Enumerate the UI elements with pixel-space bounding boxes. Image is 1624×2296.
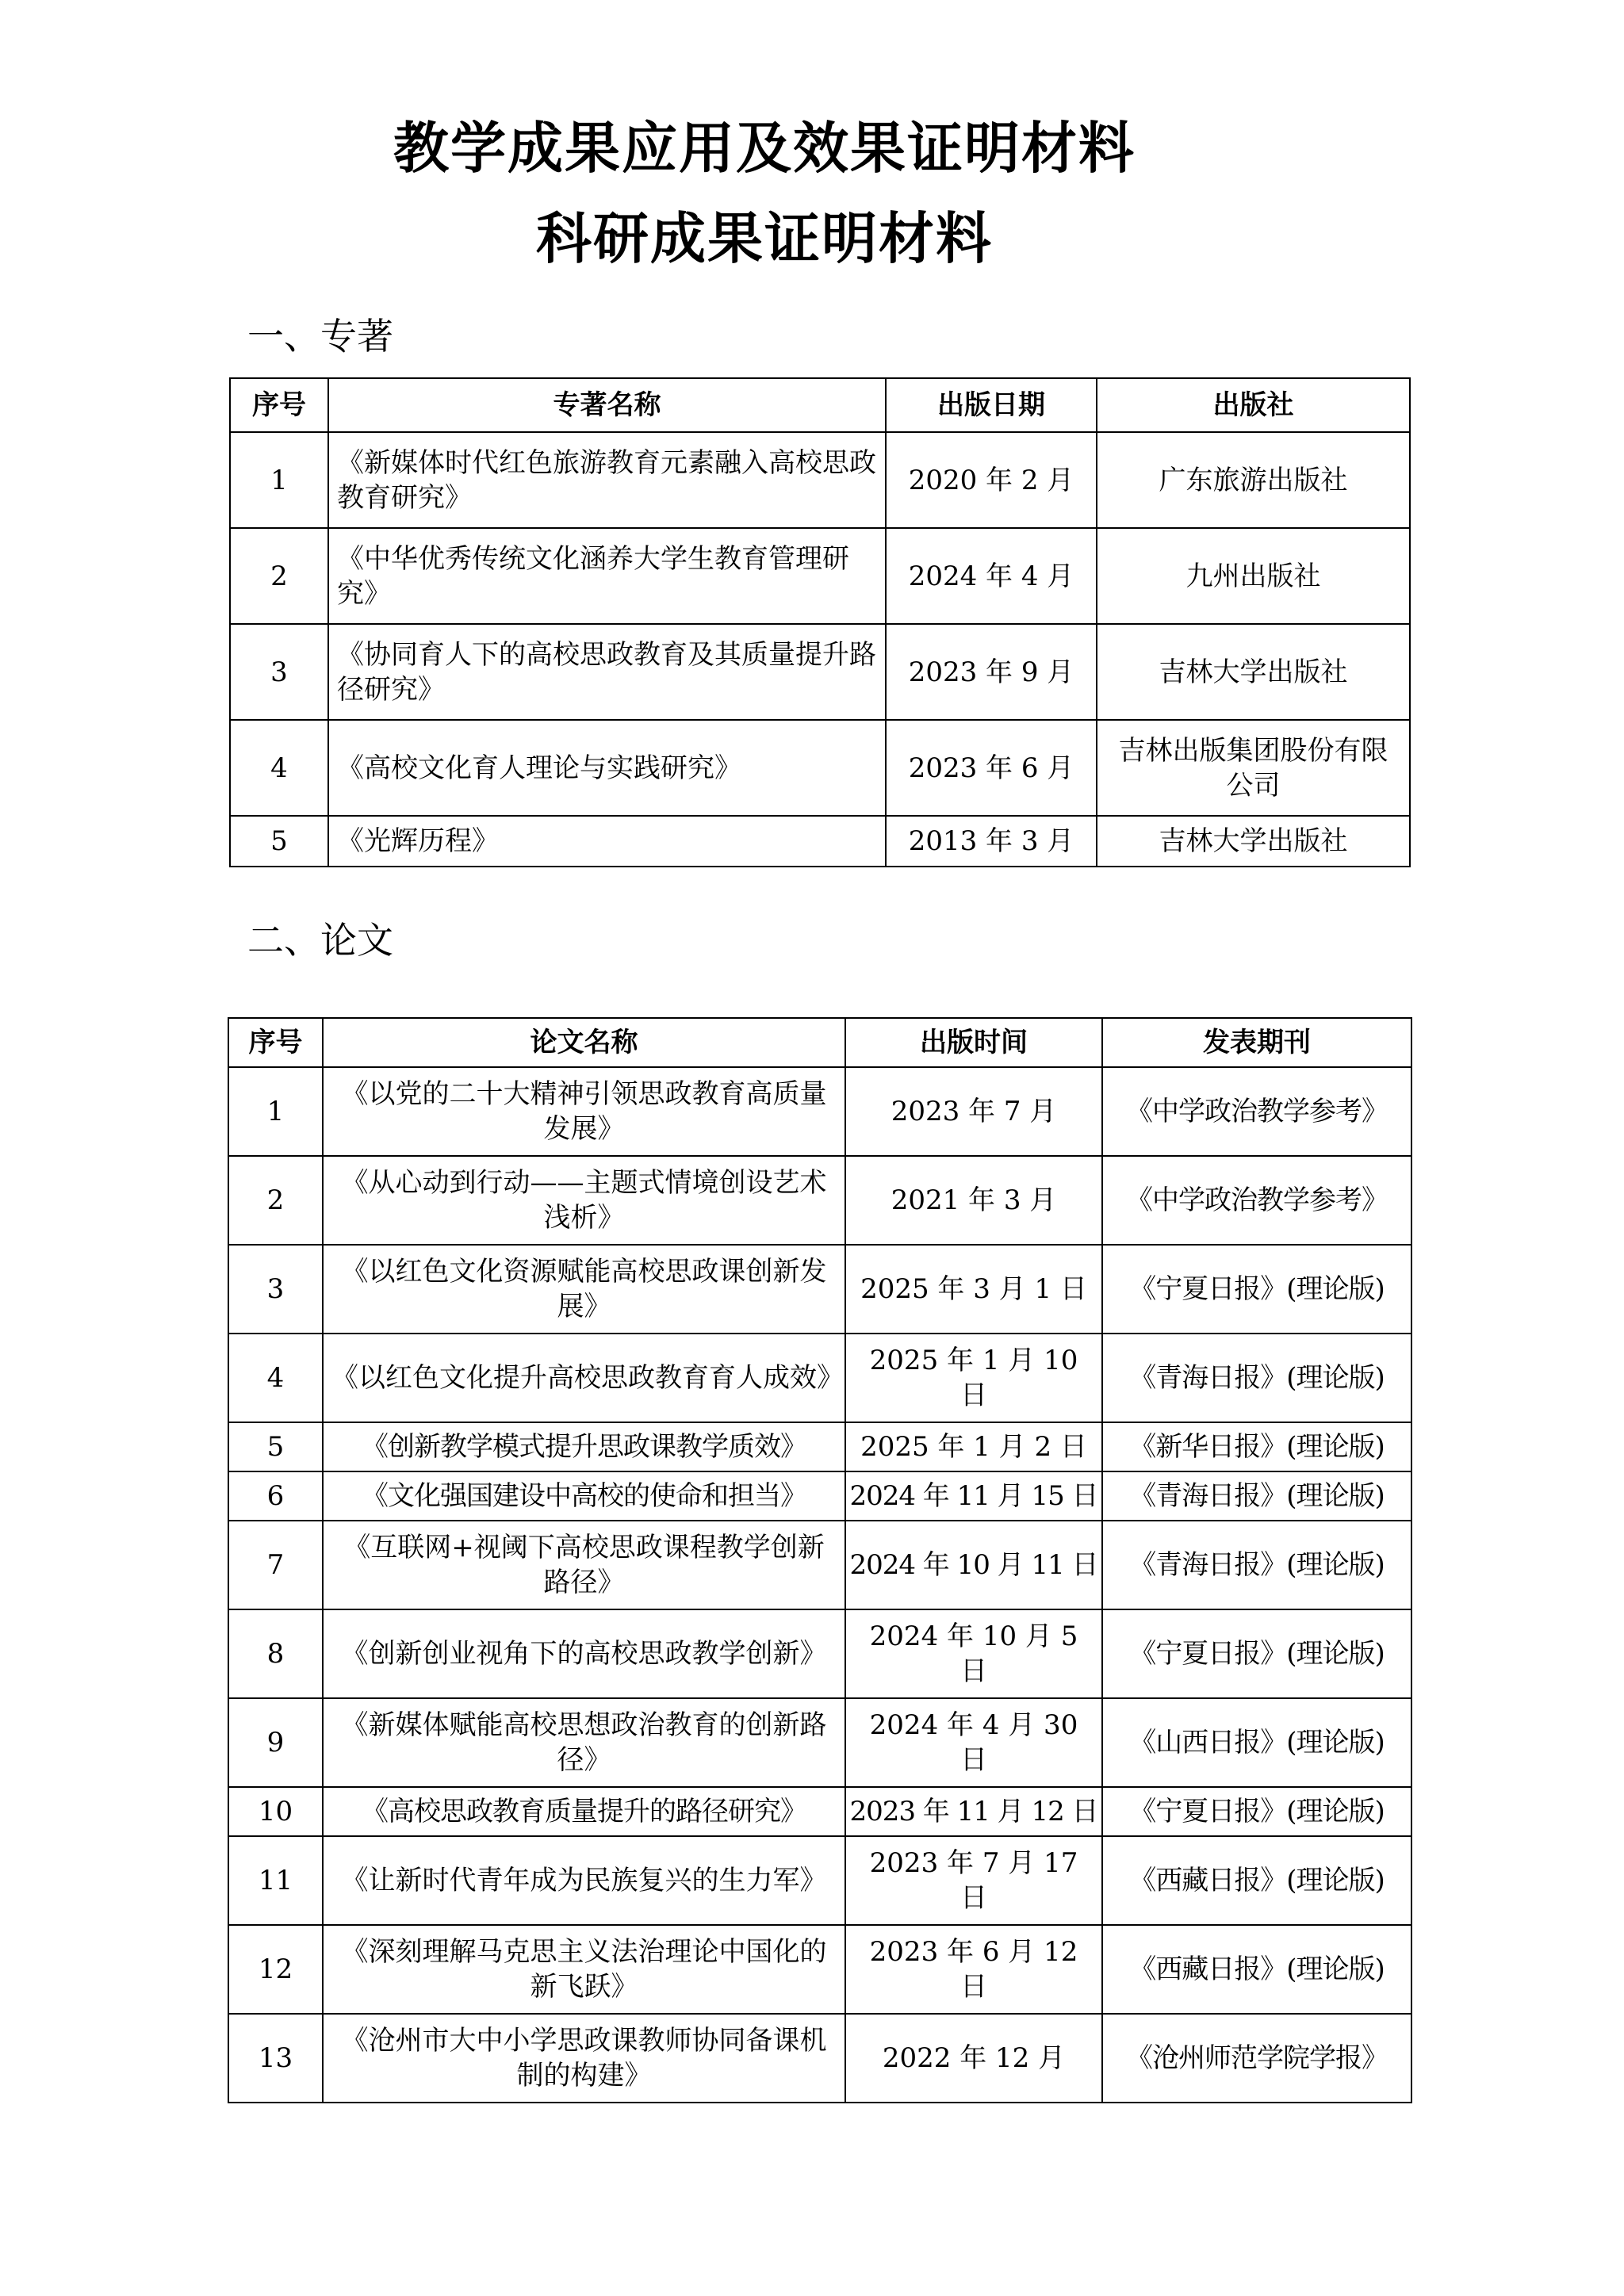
cell-journal: 《宁夏日报》(理论版) bbox=[1102, 1609, 1411, 1698]
cell-publisher: 九州出版社 bbox=[1097, 528, 1410, 624]
cell-publisher: 吉林大学出版社 bbox=[1097, 816, 1410, 867]
cell-name: 《以红色文化资源赋能高校思政课创新发展》 bbox=[323, 1245, 845, 1334]
table-row bbox=[228, 1067, 1411, 1156]
cell-name: 《光辉历程》 bbox=[328, 816, 886, 867]
cell-index: 8 bbox=[228, 1609, 323, 1698]
cell-name: 《沧州市大中小学思政课教师协同备课机制的构建》 bbox=[323, 2014, 845, 2103]
table-row bbox=[228, 1836, 1411, 1925]
table-row bbox=[228, 1156, 1411, 1245]
header-index: 序号 bbox=[228, 1018, 323, 1067]
cell-publisher: 吉林出版集团股份有限公司 bbox=[1097, 720, 1410, 816]
table-row bbox=[228, 1471, 1411, 1521]
document-subtitle: 科研成果证明材料 bbox=[536, 206, 993, 271]
papers-table bbox=[228, 1017, 1412, 2103]
cell-index: 1 bbox=[230, 432, 328, 528]
cell-journal: 《西藏日报》(理论版) bbox=[1102, 1836, 1411, 1925]
table-row bbox=[230, 816, 1410, 867]
cell-date: 2023 年 6 月 12 日 bbox=[845, 1925, 1102, 2014]
table-row bbox=[228, 1925, 1411, 2014]
cell-journal: 《中学政治教学参考》 bbox=[1102, 1156, 1411, 1245]
cell-index: 7 bbox=[228, 1521, 323, 1609]
table-row bbox=[228, 1787, 1411, 1836]
header-publisher: 出版社 bbox=[1097, 378, 1410, 432]
cell-name: 《中华优秀传统文化涵养大学生教育管理研究》 bbox=[328, 528, 886, 624]
cell-index: 13 bbox=[228, 2014, 323, 2103]
document-title: 教学成果应用及效果证明材料 bbox=[393, 116, 1136, 181]
cell-date: 2024 年 10 月 11 日 bbox=[845, 1521, 1102, 1609]
cell-date: 2024 年 10 月 5 日 bbox=[845, 1609, 1102, 1698]
cell-date: 2024 年 11 月 15 日 bbox=[845, 1471, 1102, 1521]
cell-name: 《创新教学模式提升思政课教学质效》 bbox=[323, 1422, 845, 1471]
cell-name: 《以党的二十大精神引领思政教育高质量发展》 bbox=[323, 1067, 845, 1156]
cell-index: 5 bbox=[230, 816, 328, 867]
cell-name: 《新媒体时代红色旅游教育元素融入高校思政教育研究》 bbox=[328, 432, 886, 528]
cell-publisher: 吉林大学出版社 bbox=[1097, 624, 1410, 720]
table-header-row bbox=[230, 378, 1410, 432]
cell-name: 《以红色文化提升高校思政教育育人成效》 bbox=[323, 1334, 845, 1422]
cell-name: 《新媒体赋能高校思想政治教育的创新路径》 bbox=[323, 1698, 845, 1787]
table-row bbox=[228, 1609, 1411, 1698]
table-row bbox=[228, 1334, 1411, 1422]
cell-date: 2023 年 11 月 12 日 bbox=[845, 1787, 1102, 1836]
cell-date: 2024 年 4 月 30 日 bbox=[845, 1698, 1102, 1787]
cell-journal: 《西藏日报》(理论版) bbox=[1102, 1925, 1411, 2014]
cell-index: 2 bbox=[230, 528, 328, 624]
table-row bbox=[228, 1698, 1411, 1787]
cell-date: 2023 年 9 月 bbox=[886, 624, 1097, 720]
cell-date: 2025 年 3 月 1 日 bbox=[845, 1245, 1102, 1334]
header-date: 出版日期 bbox=[886, 378, 1097, 432]
table-row bbox=[228, 1422, 1411, 1471]
cell-date: 2022 年 12 月 bbox=[845, 2014, 1102, 2103]
cell-name: 《让新时代青年成为民族复兴的生力军》 bbox=[323, 1836, 845, 1925]
cell-date: 2023 年 6 月 bbox=[886, 720, 1097, 816]
cell-date: 2023 年 7 月 bbox=[845, 1067, 1102, 1156]
cell-index: 3 bbox=[230, 624, 328, 720]
cell-name: 《从心动到行动——主题式情境创设艺术浅析》 bbox=[323, 1156, 845, 1245]
section-heading-papers: 二、论文 bbox=[247, 919, 393, 962]
cell-journal: 《新华日报》(理论版) bbox=[1102, 1422, 1411, 1471]
cell-index: 9 bbox=[228, 1698, 323, 1787]
cell-journal: 《青海日报》(理论版) bbox=[1102, 1521, 1411, 1609]
cell-index: 10 bbox=[228, 1787, 323, 1836]
cell-index: 5 bbox=[228, 1422, 323, 1471]
header-index: 序号 bbox=[230, 378, 328, 432]
cell-journal: 《沧州师范学院学报》 bbox=[1102, 2014, 1411, 2103]
cell-index: 4 bbox=[228, 1334, 323, 1422]
cell-name: 《文化强国建设中高校的使命和担当》 bbox=[323, 1471, 845, 1521]
cell-journal: 《山西日报》(理论版) bbox=[1102, 1698, 1411, 1787]
header-date: 出版时间 bbox=[845, 1018, 1102, 1067]
cell-date: 2013 年 3 月 bbox=[886, 816, 1097, 867]
table-row bbox=[230, 528, 1410, 624]
cell-index: 4 bbox=[230, 720, 328, 816]
cell-index: 2 bbox=[228, 1156, 323, 1245]
table-row bbox=[230, 720, 1410, 816]
cell-journal: 《宁夏日报》(理论版) bbox=[1102, 1245, 1411, 1334]
cell-name: 《深刻理解马克思主义法治理论中国化的新飞跃》 bbox=[323, 1925, 845, 2014]
header-name: 论文名称 bbox=[323, 1018, 845, 1067]
cell-index: 6 bbox=[228, 1471, 323, 1521]
cell-index: 12 bbox=[228, 1925, 323, 2014]
cell-index: 1 bbox=[228, 1067, 323, 1156]
cell-index: 11 bbox=[228, 1836, 323, 1925]
cell-journal: 《宁夏日报》(理论版) bbox=[1102, 1787, 1411, 1836]
cell-journal: 《青海日报》(理论版) bbox=[1102, 1471, 1411, 1521]
table-row bbox=[230, 624, 1410, 720]
cell-date: 2021 年 3 月 bbox=[845, 1156, 1102, 1245]
table-row bbox=[228, 2014, 1411, 2103]
cell-name: 《创新创业视角下的高校思政教学创新》 bbox=[323, 1609, 845, 1698]
cell-name: 《协同育人下的高校思政教育及其质量提升路径研究》 bbox=[328, 624, 886, 720]
cell-name: 《高校文化育人理论与实践研究》 bbox=[328, 720, 886, 816]
cell-date: 2024 年 4 月 bbox=[886, 528, 1097, 624]
cell-publisher: 广东旅游出版社 bbox=[1097, 432, 1410, 528]
table-row bbox=[228, 1245, 1411, 1334]
books-table bbox=[229, 377, 1411, 867]
cell-journal: 《青海日报》(理论版) bbox=[1102, 1334, 1411, 1422]
cell-journal: 《中学政治教学参考》 bbox=[1102, 1067, 1411, 1156]
section-heading-books: 一、专著 bbox=[247, 315, 393, 358]
cell-date: 2025 年 1 月 2 日 bbox=[845, 1422, 1102, 1471]
cell-index: 3 bbox=[228, 1245, 323, 1334]
table-row bbox=[228, 1521, 1411, 1609]
table-header-row bbox=[228, 1018, 1411, 1067]
header-name: 专著名称 bbox=[328, 378, 886, 432]
cell-name: 《高校思政教育质量提升的路径研究》 bbox=[323, 1787, 845, 1836]
cell-name: 《互联网+视阈下高校思政课程教学创新路径》 bbox=[323, 1521, 845, 1609]
cell-date: 2025 年 1 月 10 日 bbox=[845, 1334, 1102, 1422]
cell-date: 2023 年 7 月 17 日 bbox=[845, 1836, 1102, 1925]
header-journal: 发表期刊 bbox=[1102, 1018, 1411, 1067]
table-row bbox=[230, 432, 1410, 528]
cell-date: 2020 年 2 月 bbox=[886, 432, 1097, 528]
